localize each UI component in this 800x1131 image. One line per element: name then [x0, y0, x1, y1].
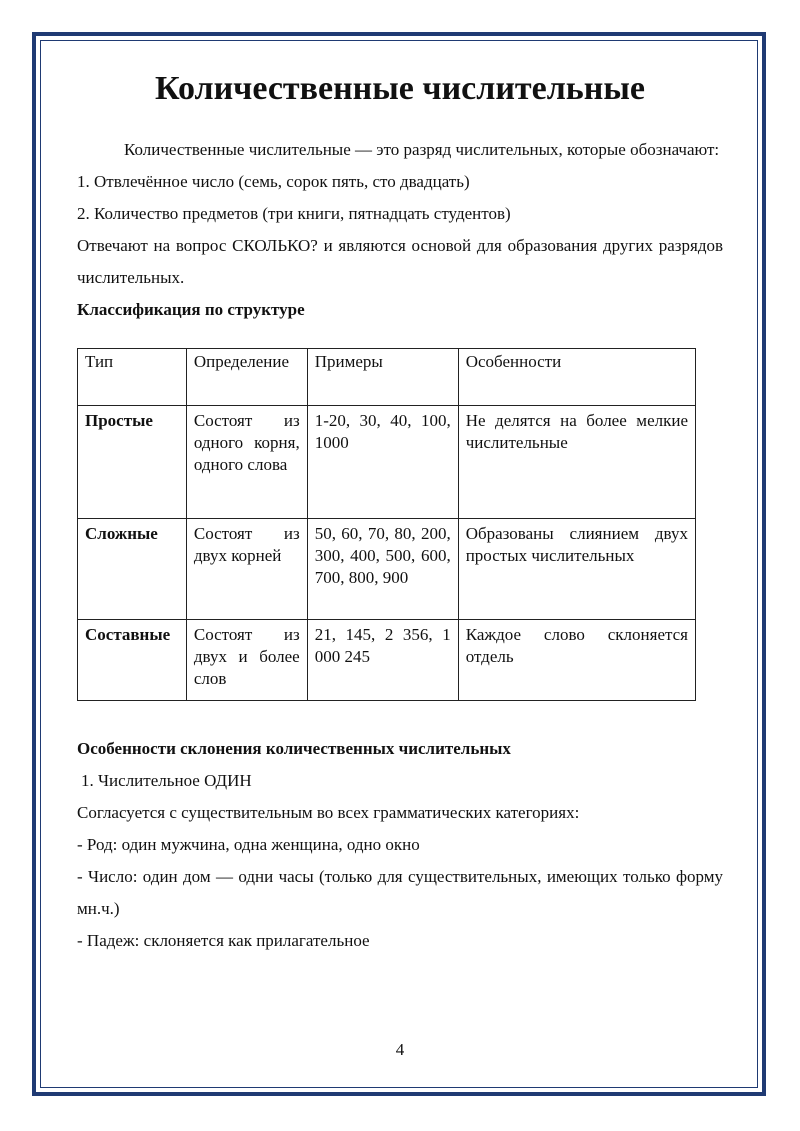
header-type: Тип: [78, 349, 187, 406]
cell-features: Образованы слиянием двух простых числительных: [458, 519, 695, 620]
intro-item-2: 2. Количество предметов (три книги, пятнадцать студентов): [77, 204, 511, 223]
page-number: 4: [395, 1040, 405, 1059]
cell-features: Не делятся на более мелкие числительные: [458, 406, 695, 519]
cell-examples: 1-20, 30, 40, 100, 1000: [307, 406, 458, 519]
header-definition: Определение: [186, 349, 307, 406]
declension-heading: Особенности склонения количественных числительных: [77, 739, 511, 758]
table-row: [78, 519, 696, 620]
table-row: [78, 620, 696, 701]
cell-examples: 50, 60, 70, 80, 200, 300, 400, 500, 600, 700, 800, 900: [307, 519, 458, 620]
declension-gender: - Род: один мужчина, одна женщина, одно окно: [77, 835, 420, 854]
header-features: Особенности: [458, 349, 695, 406]
page-content: [77, 70, 723, 957]
declension-number: - Число: один дом — одни часы (только для существительных, имеющих только форму мн.ч.): [77, 867, 723, 918]
classification-table-wrapper: [77, 348, 723, 701]
intro-item-1: 1. Отвлечённое число (семь, сорок пять, сто двадцать): [77, 172, 470, 191]
page-title: Количественные числительные: [154, 70, 645, 107]
cell-features: Каждое слово склоняется отдель: [458, 620, 695, 701]
cell-definition: Состоят из двух корней: [186, 519, 307, 620]
intro-definition: Количественные числительные — это разряд числительных, которые обозначают:: [124, 140, 720, 159]
intro-question: Отвечают на вопрос СКОЛЬКО? и являются основой для образования других разрядов числительных.: [77, 236, 723, 287]
cell-definition: Состоят из одного корня, одного слова: [186, 406, 307, 519]
declension-agreement: Согласуется с существительным во всех грамматических категориях:: [77, 803, 580, 822]
cell-type: Составные: [78, 620, 187, 701]
declension-case: - Падеж: склоняется как прилагательное: [77, 931, 370, 950]
cell-examples: 21, 145, 2 356, 1 000 245: [307, 620, 458, 701]
declension-subheading: 1. Числительное ОДИН: [81, 771, 252, 790]
header-examples: Примеры: [307, 349, 458, 406]
table-header-row: [78, 349, 696, 406]
cell-type: Сложные: [78, 519, 187, 620]
classification-table: [77, 348, 696, 701]
cell-type: Простые: [78, 406, 187, 519]
classification-heading: Классификация по структуре: [77, 300, 305, 319]
cell-definition: Состоят из двух и более слов: [186, 620, 307, 701]
table-row: [78, 406, 696, 519]
